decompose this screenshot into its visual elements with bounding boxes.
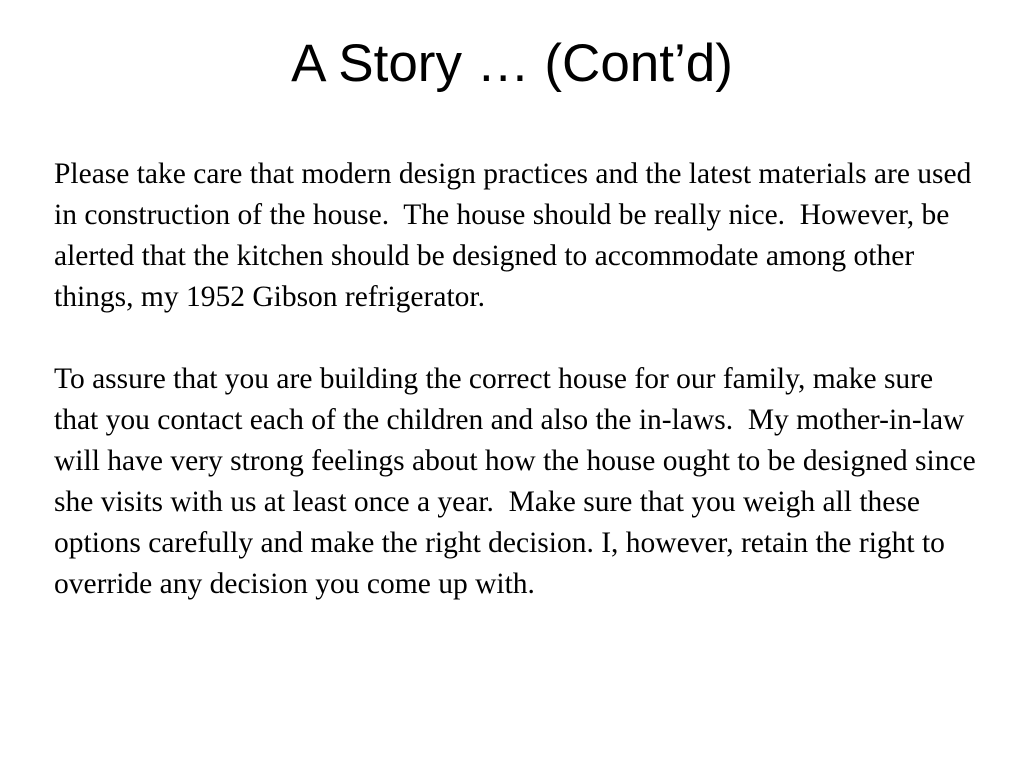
paragraph-family-consultation: To assure that you are building the correct house for our family, make sure that you contact each of the children and also the in-laws. My mother-in-law will have very strong feelings about how the house ought to be designed since she visits with us at least once a year. Make sure that you weigh all these options carefully and make the right decision. I, however, retain the right to override any decision you come up with.	[54, 363, 984, 600]
slide-body	[54, 154, 984, 605]
paragraph-kitchen-requirements: Please take care that modern design practices and the latest materials are used in construction of the house. The house should be really nice. However, be alerted that the kitchen should be designed to accommodate among other things, my 1952 Gibson refrigerator.	[54, 158, 979, 313]
slide-title: A Story … (Cont’d)	[291, 34, 733, 93]
